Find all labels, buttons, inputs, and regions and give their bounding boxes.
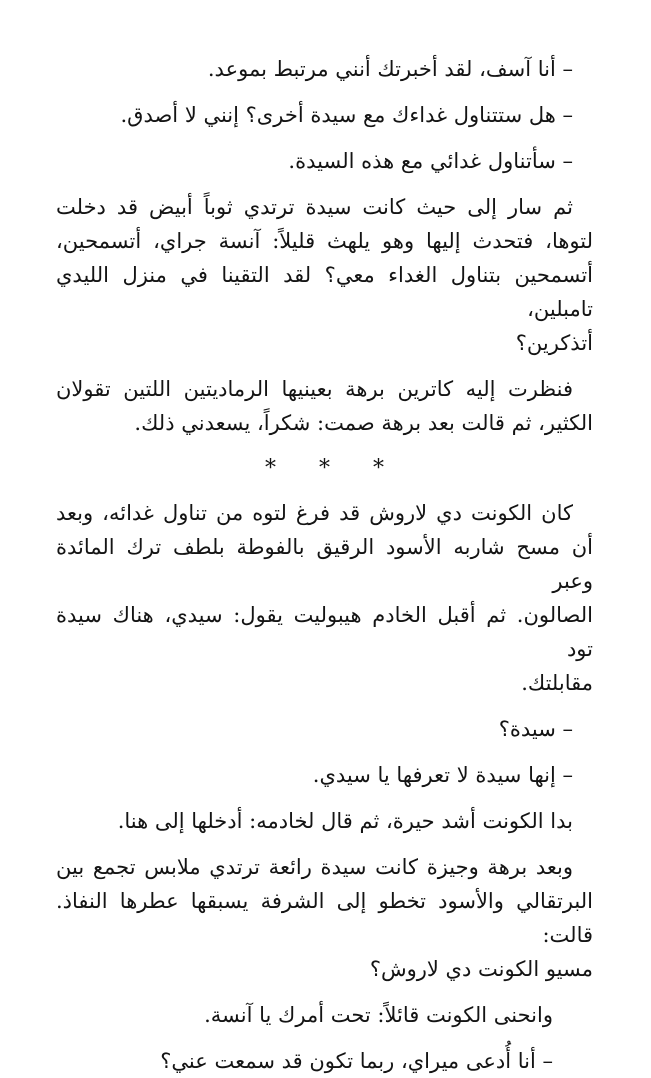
dialogue-line: – سيدة؟ xyxy=(498,717,573,741)
dialogue-line: – أنا أُدعى ميراي، ربما تكون قد سمعت عني؟ xyxy=(160,1049,553,1073)
paragraph-line: أتذكرين؟ xyxy=(515,331,593,355)
dialogue-line: – سأتناول غدائي مع هذه السيدة. xyxy=(288,149,573,173)
dialogue-line: – أنا آسف، لقد أخبرتك أنني مرتبط بموعد. xyxy=(207,57,573,81)
paragraph-line: لتوها، فتحدث إليها وهو يلهث قليلاً: آنسة جراي، أتسمحين، xyxy=(56,229,593,253)
paragraph-line: الصالون. ثم أقبل الخادم هيبوليت يقول: سيدي، هناك سيدة تود xyxy=(56,603,593,661)
paragraph-line: أن مسح شاربه الأسود الرقيق بالفوطة بلطف ترك المائدة وعبر xyxy=(56,535,593,593)
paragraph-line: ثم سار إلى حيث كانت سيدة ترتدي ثوباً أبيض قد دخلت xyxy=(56,195,573,219)
paragraph-line: وانحنى الكونت قائلاً: تحت أمرك يا آنسة. xyxy=(204,1003,553,1027)
paragraph-line: البرتقالي والأسود تخطو إلى الشرفة يسبقها عطرها النفاذ. قالت: xyxy=(56,889,593,947)
paragraph-line: وبعد برهة وجيزة كانت سيدة رائعة ترتدي ملابس تجمع بين xyxy=(56,855,574,879)
paragraph-line: مسيو الكونت دي لاروش؟ xyxy=(369,957,593,981)
paragraph-line: بدا الكونت أشد حيرة، ثم قال لخادمه: أدخلها إلى هنا. xyxy=(117,809,573,833)
paragraph-line: أتسمحين بتناول الغداء معي؟ لقد التقينا في منزل الليدي تامبلين، xyxy=(56,263,593,321)
paragraph-line: الكثير، ثم قالت بعد برهة صمت: شكراً، يسعدني ذلك. xyxy=(134,411,593,435)
paragraph-line: مقابلتك. xyxy=(521,671,593,695)
page-text xyxy=(56,52,593,1078)
paragraph-line: فنظرت إليه كاترين برهة بعينيها الرماديتين اللتين تقولان xyxy=(56,377,573,401)
section-separator: * * * xyxy=(265,456,402,481)
paragraph-line: كان الكونت دي لاروش قد فرغ لتوه من تناول غدائه، وبعد xyxy=(56,501,573,525)
dialogue-line: – إنها سيدة لا تعرفها يا سيدي. xyxy=(312,763,573,787)
dialogue-line: – هل ستتناول غداءك مع سيدة أخرى؟ إنني لا أصدق. xyxy=(120,103,573,127)
